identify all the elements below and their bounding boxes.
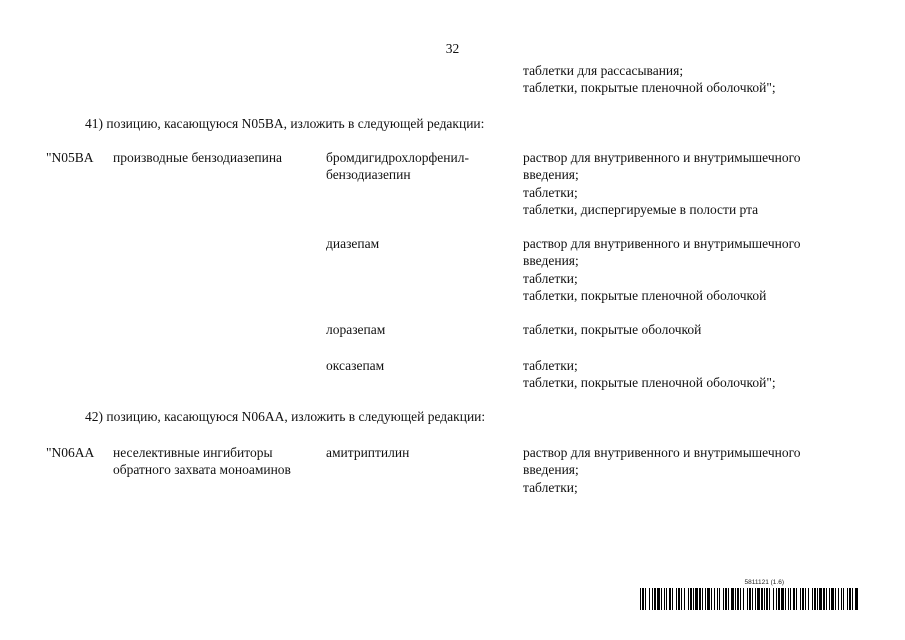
dosage-forms [523,235,801,304]
barcode-bar [790,588,791,610]
barcode-bar [838,588,839,610]
barcode-bar [725,588,727,610]
drug-name-line: бромдигидрохлорфенил- [326,150,469,165]
barcode-bar [681,588,682,610]
barcode-bar [785,588,786,610]
barcode-bar [737,588,739,610]
barcode-bar [645,588,646,610]
dosage-form-line: таблетки, диспергируемые в полости рта [523,201,759,217]
barcode-bar [793,588,795,610]
barcode-bar [826,588,827,610]
atc-group-line: обратного захвата моноаминов [113,462,291,478]
barcode-bar [654,588,656,610]
drug-name-line: диазепам [326,236,380,251]
barcode-bar [661,588,662,610]
dosage-form-line: таблетки; [523,184,578,200]
dosage-form-line: таблетки, покрытые пленочной оболочкой [523,287,767,303]
barcode-bar [652,588,653,610]
drug-name [326,149,469,184]
barcode-bar [719,588,720,610]
barcode-bar [714,588,715,610]
document-barcode [640,579,858,610]
barcode-bar [788,588,789,610]
barcode-bar [707,588,710,610]
barcode-bar [849,588,851,610]
barcode-bar [752,588,753,610]
barcode-bar [676,588,677,610]
dosage-form-line: введения; [523,253,579,269]
barcode-bar [669,588,671,610]
dosage-form-line: таблетки, покрытые пленочной оболочкой"; [523,375,776,391]
barcode-bar [843,588,844,610]
dosage-form-line: раствор для внутривенного и внутримышечного [523,445,801,460]
barcode-bar [666,588,667,610]
barcode-bar [761,588,763,610]
barcode-bar [855,588,858,610]
barcode-bar [852,588,853,610]
dosage-form-line: таблетки, покрытые оболочкой [523,322,702,337]
barcode-bar [812,588,813,610]
barcode-bar [800,588,801,610]
carryover-line: таблетки для рассасывания; [523,63,684,78]
atc-group-n05ba: производные бензодиазепина [113,150,283,165]
barcode-bar [769,588,770,610]
barcode-bar [649,588,650,610]
barcode-bar [640,588,641,610]
dosage-form-line: таблетки; [523,358,578,373]
barcode-bar [835,588,836,610]
barcode-bar [684,588,685,610]
barcode-bar [688,588,689,610]
carryover-line: таблетки, покрытые пленочной оболочкой"; [523,80,776,96]
dosage-forms [523,444,801,496]
barcode-bar [817,588,818,610]
barcode-bar [695,588,698,610]
dosage-form-line: введения; [523,167,579,183]
barcode-bar [711,588,712,610]
barcode-bar [757,588,760,610]
dosage-form-line: таблетки; [523,270,578,286]
drug-name [326,357,384,374]
barcode-bar [657,588,660,610]
barcode-bar [717,588,718,610]
atc-group-line: неселективные ингибиторы [113,445,273,460]
barcode-bar [699,588,701,610]
barcode-bar [702,588,703,610]
barcode-bar [764,588,765,610]
drug-name-line: лоразепам [326,322,386,337]
barcode-bar [728,588,729,610]
drug-name-line: оксазепам [326,358,385,373]
barcode-bar [847,588,848,610]
drug-name [326,444,409,461]
barcode-bar [841,588,842,610]
barcode-image [640,588,858,610]
barcode-bar [735,588,736,610]
barcode-bar [749,588,751,610]
atc-code-n06aa: "N06AA [46,445,95,460]
barcode-bar [814,588,816,610]
drug-name-line: бензодиазепин [326,167,411,183]
barcode-bar [819,588,822,610]
dosage-forms [523,149,801,218]
barcode-label: 5811121 (1.6) [744,579,784,586]
barcode-bar [690,588,692,610]
barcode-bar [805,588,806,610]
barcode-bar [693,588,694,610]
barcode-bar [743,588,744,610]
barcode-bar [642,588,644,610]
atc-group-n06aa [113,444,291,479]
dosage-forms [523,357,776,392]
page-number: 32 [445,41,460,56]
barcode-bar [678,588,680,610]
drug-name-line: амитриптилин [326,445,410,460]
dosage-forms [523,321,701,338]
carryover-forms [523,62,776,97]
barcode-bar [823,588,825,610]
barcode-bar [781,588,784,610]
drug-name [326,321,385,338]
barcode-bar [778,588,780,610]
atc-code-n05ba: "N05BA [46,150,94,165]
barcode-bar [672,588,673,610]
barcode-bar [773,588,774,610]
section-41-heading: 41) позицию, касающуюся N05BA, изложить в следующей редакции: [85,116,485,131]
barcode-bar [766,588,768,610]
barcode-bar [705,588,706,610]
barcode-bar [808,588,809,610]
barcode-bar [740,588,741,610]
dosage-form-line: таблетки; [523,479,578,495]
barcode-bar [731,588,734,610]
dosage-form-line: введения; [523,462,579,478]
barcode-bar [802,588,804,610]
dosage-form-line: раствор для внутривенного и внутримышечного [523,236,801,251]
barcode-bar [831,588,834,610]
barcode-bar [664,588,665,610]
drug-name [326,235,379,252]
barcode-bar [723,588,724,610]
barcode-bar [747,588,748,610]
dosage-form-line: раствор для внутривенного и внутримышечного [523,150,801,165]
barcode-bar [829,588,830,610]
barcode-bar [796,588,797,610]
section-42-heading: 42) позицию, касающуюся N06AA, изложить в следующей редакции: [85,409,486,424]
barcode-bar [776,588,777,610]
barcode-bar [755,588,756,610]
